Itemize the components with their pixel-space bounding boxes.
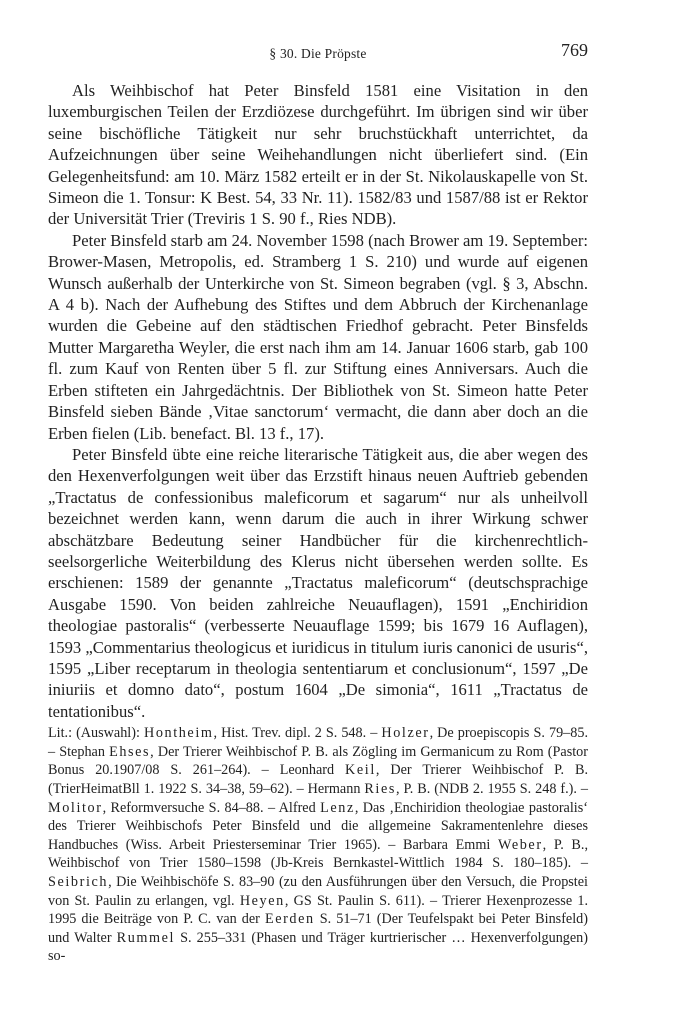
author-name: Ehses: [109, 743, 151, 760]
author-name: Eerden: [264, 911, 315, 928]
page-number: 769: [561, 40, 588, 60]
page-header: [48, 40, 588, 66]
literature-text: , Reformversuche S. 84–88. – Alfred: [102, 799, 321, 816]
literature-text: Lit.: (Auswahl):: [48, 725, 144, 742]
paragraph: Peter Binsfeld starb am 24. November 1598 (nach Brower am 19. September: Brower-Masen, Metropolis, ed. Stramberg 1 S. 210) und wurde auf eigenen Wunsch außerhalb der Unterkirche von St. Simeon begraben (vgl. § 3, Abschn. A 4 b). Nach der Aufhebung des Stiftes und dem Abbruch der Kirchenanlage wurden die Gebeine auf den städtischen Friedhof gebracht. Peter Binsfelds Mutter Margaretha Weyler, die erst nach ihm am 14. Januar 1606 starb, gab 100 fl. zum Kauf von Renten über 5 fl. zur Stiftung eines Anniversars. Auch die Erben stifteten ein Jahrgedächtnis. Der Bibliothek von St. Simeon hatte Peter Binsfeld sieben Bände ‚Vitae sanctorum‘ vermacht, die dann aber doch an die Erben fielen (Lib. benefact. Bl. 13 f., 17).: [48, 230, 588, 443]
literature-text: , GS St. Paulin S. 611). – Trierer Hexenprozesse 1. 1995 die Beiträge von P. C. van der: [48, 892, 589, 928]
literature-note: [48, 724, 588, 966]
author-name: Lenz: [320, 799, 355, 816]
literature-text: , Das ‚Enchiridion theologiae pastoralis‘ des Trierer Weihbischofs Peter Binsfeld und die allgemeine Sakramentenlehre dieses Handbuches (Wiss. Arbeit Priesterseminar Trier 1965). – Barbara Emmi: [48, 799, 588, 853]
literature-text: , Der Trierer Weihbischof P. B. als Zögling im Germanicum zu Rom (Pastor Bonus 20.1907/08 S. 261–264). – Leonhard: [48, 743, 588, 779]
literature-text: , Der Trierer Weihbischof P. B. (TrierHeimatBll 1. 1922 S. 34–38, 59–62). – Hermann: [48, 762, 589, 797]
author-name: Rummel: [116, 929, 176, 946]
author-name: Hontheim: [143, 725, 214, 742]
running-head: § 30. Die Pröpste: [269, 46, 367, 61]
author-name: Seibrich: [48, 873, 109, 890]
paragraph: Als Weihbischof hat Peter Binsfeld 1581 eine Visitation in den luxemburgischen Teilen der Erzdiözese durchgeführt. Im übrigen sind wir über seine bischöfliche Tätigkeit nur sehr bruchstückhaft unterrichtet, da Aufzeichnungen über seine Weihehandlungen nicht überliefert sind. (Ein Gelegenheitsfund: am 10. März 1582 erteilt er in der St. Nikolauskapelle von St. Simeon die 1. Tonsur: K Best. 54, 33 Nr. 11). 1582/83 und 1587/88 ist er Rektor der Universität Trier (Treviris 1 S. 90 f., Ries NDB).: [48, 81, 588, 229]
literature-text: S. 51–71 (Der Teufelspakt bei Peter Binsfeld) und Walter: [48, 911, 588, 946]
literature-text: , P. B., Weihbischof von Trier 1580–1598 (Jb-Kreis Bernkastel-Wittlich 1984 S. 180–185). –: [48, 836, 588, 872]
author-name: Keil: [345, 762, 376, 779]
author-name: Heyen: [239, 892, 285, 909]
author-name: Ries: [364, 780, 396, 797]
literature-text: S. 255–331 (Phasen und Träger kurtrierischer … Hexenverfolgungen) so-: [48, 929, 588, 965]
author-name: Weber: [497, 836, 543, 853]
body-text: [48, 80, 588, 966]
paragraph: Peter Binsfeld übte eine reiche literarische Tätigkeit aus, die aber wegen des den Hexenverfolgungen weit über das Erzstift hinaus neuen Auftrieb gebenden „Tractatus de confessionibus maleficorum et sagarum“ nur als unheilvoll bezeichnet werden kann, wenn darum die auch in ihrer Wirkung schwer abschätzbare Bedeutung seiner Handbücher für die kirchenrechtlich-seelsorgerliche Weiterbildung des Klerus nicht übersehen werden sollte. Es erschienen: 1589 der genannte „Tractatus maleficorum“ (deutschsprachige Ausgabe 1590. Von beiden zahlreiche Neuauflagen), 1591 „Enchiridion theologiae pastoralis“ (verbesserte Neuauflage 1599; bis 1679 16 Auflagen), 1593 „Commentarius theologicus et iuridicus in titulum iuris canonici de usuris“, 1595 „Liber receptarum in theologia sententiarum et conclusionum“, 1597 „De iniuriis et domno dato“, postum 1604 „De simonia“, 1611 „Tractatus de tentationibus“.: [48, 444, 588, 721]
literature-text: , Die Weihbischöfe S. 83–90 (zu den Ausführungen über den Versuch, die Propstei von St. Paulin zu erlangen, vgl.: [48, 873, 588, 909]
literature-text: , P. B. (NDB 2. 1955 S. 248 f.). –: [395, 780, 588, 797]
author-name: Holzer: [381, 725, 430, 742]
literature-text: , Hist. Trev. dipl. 2 S. 548. –: [213, 725, 382, 742]
literature-text: , De proepiscopis S. 79–85. – Stephan: [48, 725, 589, 760]
author-name: Molitor: [48, 799, 103, 816]
